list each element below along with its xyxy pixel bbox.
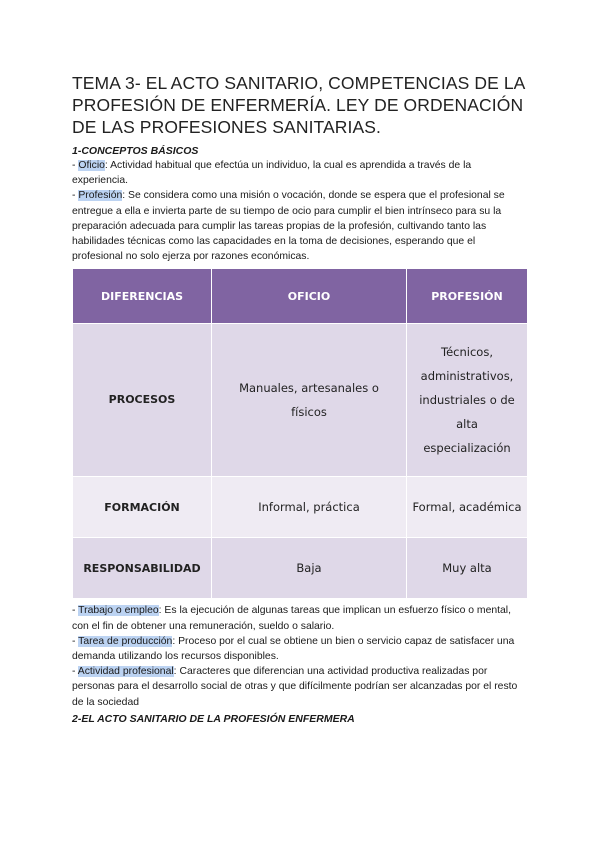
- term-highlight: Oficio: [78, 160, 105, 171]
- header-oficio: OFICIO: [212, 269, 407, 324]
- cell-oficio: Manuales, artesanales o físicos: [212, 324, 407, 477]
- header-diferencias: DIFERENCIAS: [73, 269, 212, 324]
- definition-oficio: - Oficio: Actividad habitual que efectúa un individuo, la cual es aprendida a través de la experiencia.: [72, 160, 472, 187]
- row-label: PROCESOS: [73, 324, 212, 477]
- document-page: [72, 72, 528, 726]
- term-highlight: Actividad profesional: [77, 666, 174, 678]
- definition-actividad: - Actividad profesional: Caracteres que diferencian una actividad productiva realizadas por personas para el desarrollo social de otras y que difícilmente podrían ser alcanzadas por el resto de la sociedad: [72, 666, 518, 708]
- cell-profesion: Formal, académica: [407, 477, 528, 538]
- header-profesion: PROFESIÓN: [407, 269, 528, 324]
- cell-profesion: Técnicos, administrativos, industriales o de alta especialización: [407, 324, 528, 477]
- row-label: FORMACIÓN: [73, 477, 212, 538]
- table-row: [73, 324, 528, 477]
- section-heading-1: 1-CONCEPTOS BÁSICOS: [72, 145, 199, 157]
- document-title: TEMA 3- EL ACTO SANITARIO, COMPETENCIAS DE LA PROFESIÓN DE ENFERMERÍA. LEY DE ORDENACIÓN DE LAS PROFESIONES SANITARIAS.: [72, 73, 525, 137]
- table-row: [73, 477, 528, 538]
- differences-table: [72, 268, 528, 599]
- term-highlight: Profesión: [78, 190, 123, 202]
- table-header-row: [73, 269, 528, 324]
- row-label: RESPONSABILIDAD: [73, 538, 212, 599]
- definition-trabajo: - Trabajo o empleo: Es la ejecución de algunas tareas que implican un esfuerzo físico o mental, con el fin de obtener una remuneración, sueldo o salario.: [72, 605, 511, 632]
- cell-oficio: Baja: [212, 538, 407, 599]
- term-highlight: Tarea de producción: [78, 635, 173, 647]
- definition-tarea: - Tarea de producción: Proceso por el cual se obtiene un bien o servicio capaz de satisfacer una demanda utilizando los recursos disponibles.: [72, 635, 515, 663]
- cell-profesion: Muy alta: [407, 538, 528, 599]
- table-row: [73, 538, 528, 599]
- term-highlight: Trabajo o empleo: [78, 605, 159, 617]
- section-heading-2: 2-EL ACTO SANITARIO DE LA PROFESIÓN ENFERMERA: [72, 712, 355, 725]
- cell-oficio: Informal, práctica: [212, 477, 407, 538]
- definition-profesion: - Profesión: Se considera como una misión o vocación, donde se espera que el profesional se entregue a ella e invierta parte de su tiempo de ocio para cumplir el bien intrínseco para su la preparación adecuada para cumplir las tareas propias de la profesión, cultivando tanto las habilidades técnicas como las capacidades en la toma de decisiones, esperando que el profesional no solo ejerza por razones económicas.: [72, 190, 505, 263]
